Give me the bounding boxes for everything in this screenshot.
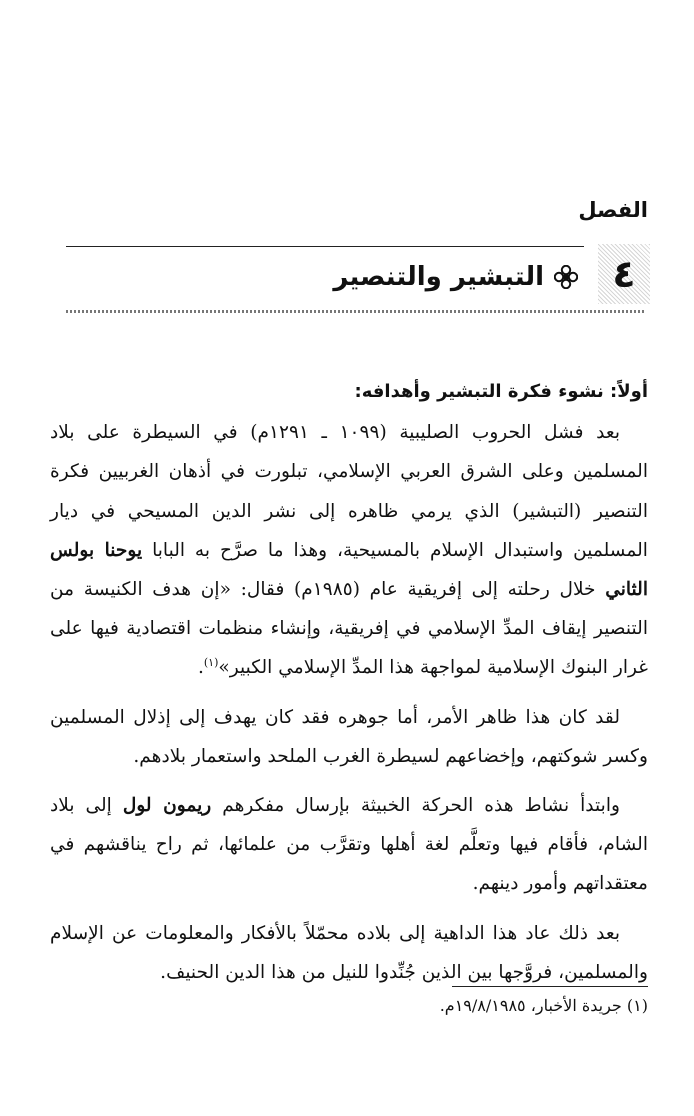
- paragraph-3: [50, 786, 648, 904]
- footnote-text: جريدة الأخبار، ١٩/٨/١٩٨٥م.: [439, 996, 622, 1015]
- chapter-title: التبشير والتنصير: [333, 262, 544, 292]
- footnote-rule: [452, 986, 648, 987]
- footnote-ref: (١): [203, 656, 219, 670]
- footnote: [440, 996, 648, 1015]
- paragraph-1-end: .: [197, 657, 204, 679]
- header-rule: [66, 246, 584, 247]
- title-dotted-rule: [66, 310, 644, 313]
- paragraph-3-text-b: إلى بلاد الشام، فأقام فيها وتعلَّم لغة أهلها وتقرَّب من علمائها، ثم راح يناقشهم في معتقداتهم وأمور دينهم.: [50, 795, 648, 895]
- chapter-number-box: [598, 244, 650, 304]
- person-name-lull: ريمون لول: [122, 795, 212, 817]
- chapter-title-block: [333, 262, 578, 292]
- paragraph-3-text-a: وابتدأ نشاط هذه الحركة الخبيثة بإرسال مفكرهم: [222, 795, 620, 817]
- chapter-number: ٤: [612, 252, 636, 296]
- footnote-marker: (١): [626, 996, 648, 1015]
- paragraph-1: [50, 413, 648, 687]
- body-text: [50, 372, 648, 1002]
- paragraph-1-text-b: خلال رحلته إلى إفريقية عام (١٩٨٥م) فقال: «إن هدف الكنيسة من التنصير إيقاف المدِّ الإسلامي في إفريقية، وإنشاء منظمات اقتصادية فيها على غرار البنوك الإسلامية لمواجهة هذا المدِّ الإسلامي الكبير»: [50, 579, 648, 679]
- paragraph-2: لقد كان هذا ظاهر الأمر، أما جوهره فقد كان يهدف إلى إذلال المسلمين وكسر شوكتهم، وإخضاعهم لسيطرة الغرب الملحد واستعمار بلادهم.: [50, 706, 648, 767]
- person-name-pope: يوحنا بولس الثاني: [50, 539, 648, 601]
- section-heading: أولاً: نشوء فكرة التبشير وأهدافه:: [354, 381, 648, 402]
- paragraph-1-text-a: بعد فشل الحروب الصليبية (١٠٩٩ ـ ١٢٩١م) في السيطرة على بلاد المسلمين وعلى الشرق العربي الإسلامي، تبلورت في أذهان الغربيين فكرة التنصير (التبشير) الذي يرمي ظاهره إلى نشر الدين المسيحي في ديار المسلمين واستبدال الإسلام بالمسيحية، وهذا ما صرَّح به البابا: [50, 422, 648, 561]
- chapter-label: الفصل: [578, 198, 648, 222]
- paragraph-4: بعد ذلك عاد هذا الداهية إلى بلاده محمّلاً بالأفكار والمعلومات عن الإسلام والمسلمين، فروَّجها بين الذين جُنِّدوا للنيل من هذا الدين الحنيف.: [50, 922, 648, 983]
- flower-ornament-icon: [554, 265, 578, 289]
